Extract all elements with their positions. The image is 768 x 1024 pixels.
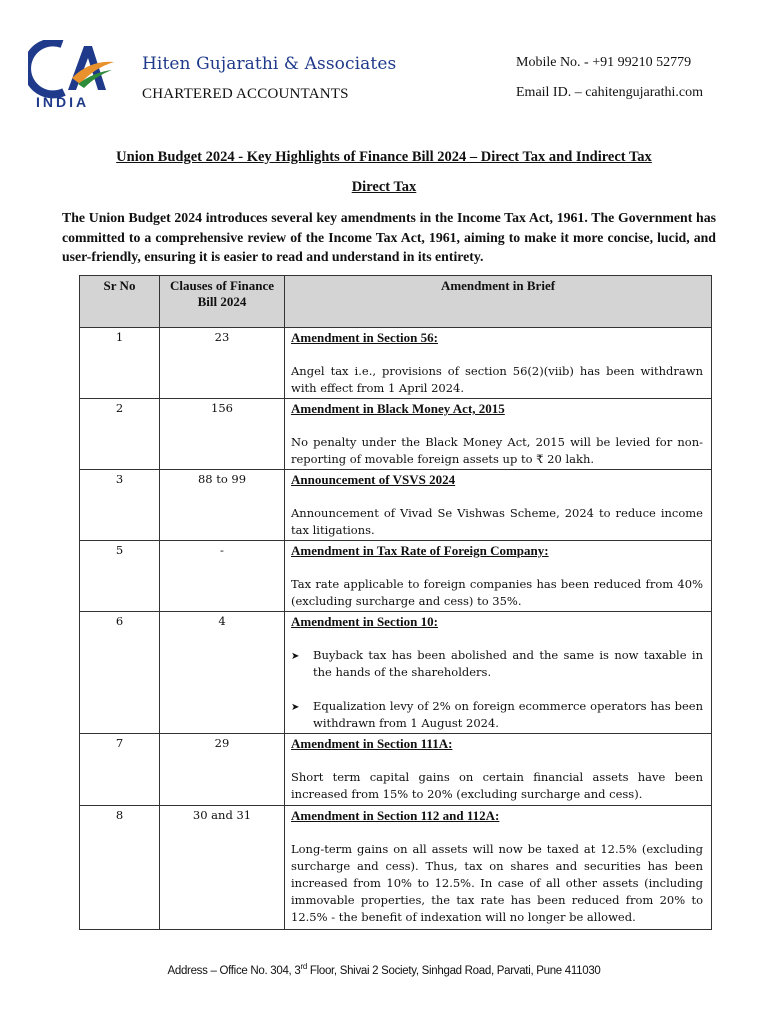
sr-no-cell: 8: [80, 806, 160, 930]
mobile-number: Mobile No. - +91 99210 52779: [516, 55, 692, 70]
table-header-row: [80, 276, 712, 328]
amendment-heading: Amendment in Section 10:: [291, 614, 438, 629]
bullet-text: Equalization levy of 2% on foreign ecommerce operators has been withdrawn from 1 August 2024.: [313, 699, 703, 730]
header-clauses: Clauses of Finance Bill 2024: [160, 276, 285, 328]
amendment-heading: Amendment in Section 111A:: [291, 736, 453, 751]
document-title: Union Budget 2024 - Key Highlights of Finance Bill 2024 – Direct Tax and Indirect Tax: [116, 149, 652, 165]
amendment-cell: [285, 734, 712, 806]
amendment-text: Angel tax i.e., provisions of section 56(2)(viib) has been withdrawn with effect from 1 April 2024.: [291, 364, 703, 395]
sr-no-cell: 6: [80, 612, 160, 734]
sr-no-cell: 7: [80, 734, 160, 806]
firm-subtitle: CHARTERED ACCOUNTANTS: [142, 86, 349, 102]
arrow-bullet-icon: ➤: [291, 651, 300, 662]
address-suffix: Floor, Shivai 2 Society, Sinhgad Road, Parvati, Pune 411030: [306, 964, 601, 977]
table-row: [80, 399, 712, 470]
table-row: [80, 328, 712, 399]
amendment-heading: Amendment in Tax Rate of Foreign Company:: [291, 543, 549, 558]
sr-no-cell: 3: [80, 470, 160, 541]
email-id: Email ID. – cahitengujarathi.com: [516, 85, 703, 100]
address-superscript: rd: [300, 962, 307, 971]
firm-name: Hiten Gujarathi & Associates: [142, 54, 397, 74]
amendments-table: [79, 275, 712, 930]
table-row: [80, 541, 712, 612]
clause-cell: 29: [160, 734, 285, 806]
amendment-cell: [285, 328, 712, 399]
table-row: [80, 806, 712, 930]
table-row: [80, 612, 712, 734]
address-prefix: Address – Office No. 304, 3: [167, 964, 301, 977]
amendment-cell: [285, 470, 712, 541]
clause-cell: 156: [160, 399, 285, 470]
amendment-bullets: [291, 647, 703, 732]
amendment-text: Tax rate applicable to foreign companies has been reduced from 40% (excluding surcharge and cess) to 35%.: [291, 577, 703, 608]
amendment-text: Announcement of Vivad Se Vishwas Scheme, 2024 to reduce income tax litigations.: [291, 506, 703, 537]
amendment-heading: Amendment in Section 112 and 112A:: [291, 808, 500, 823]
bullet-text: Buyback tax has been abolished and the same is now taxable in the hands of the shareholders.: [313, 648, 703, 679]
sr-no-cell: 1: [80, 328, 160, 399]
table-row: [80, 470, 712, 541]
clause-cell: 23: [160, 328, 285, 399]
amendment-cell: [285, 541, 712, 612]
section-title: Direct Tax: [351, 179, 417, 195]
amendment-cell: [285, 612, 712, 734]
bullet-item: [291, 698, 703, 732]
amendment-heading: Amendment in Section 56:: [291, 330, 438, 345]
svg-text:INDIA: INDIA: [36, 94, 90, 110]
header-amendment: Amendment in Brief: [285, 276, 712, 328]
clause-cell: 4: [160, 612, 285, 734]
clause-cell: -: [160, 541, 285, 612]
amendment-cell: [285, 806, 712, 930]
sr-no-cell: 2: [80, 399, 160, 470]
amendment-text: Short term capital gains on certain financial assets have been increased from 15% to 20% (excluding surcharge and cess).: [291, 770, 703, 801]
amendment-text: Long-term gains on all assets will now be taxed at 12.5% (excluding surcharge and cess). Thus, tax on shares and securities has been increased from 10% to 12.5%. In case of all other assets (including immovable properties, the tax rate has been reduced from 20% to 12.5% - the benefit of indexation will no longer be allowed.: [291, 842, 703, 924]
office-address: [0, 962, 768, 977]
amendment-heading: Amendment in Black Money Act, 2015: [291, 401, 505, 416]
amendment-cell: [285, 399, 712, 470]
sr-no-cell: 5: [80, 541, 160, 612]
intro-paragraph: The Union Budget 2024 introduces several key amendments in the Income Tax Act, 1961. The Government has committed to a comprehensive review of the Income Tax Act, 1961, aiming to make it more concise, lucid, and user-friendly, ensuring it is easier to read and understand in its entirety.: [62, 210, 716, 264]
bullet-item: [291, 647, 703, 681]
ca-india-logo: [28, 40, 120, 110]
clause-cell: 30 and 31: [160, 806, 285, 930]
header-sr-no: Sr No: [80, 276, 160, 328]
arrow-bullet-icon: ➤: [291, 702, 300, 713]
amendment-heading: Announcement of VSVS 2024: [291, 472, 456, 487]
clause-cell: 88 to 99: [160, 470, 285, 541]
amendment-text: No penalty under the Black Money Act, 2015 will be levied for non-reporting of movable foreign assets up to ₹ 20 lakh.: [291, 435, 703, 466]
table-row: [80, 734, 712, 806]
